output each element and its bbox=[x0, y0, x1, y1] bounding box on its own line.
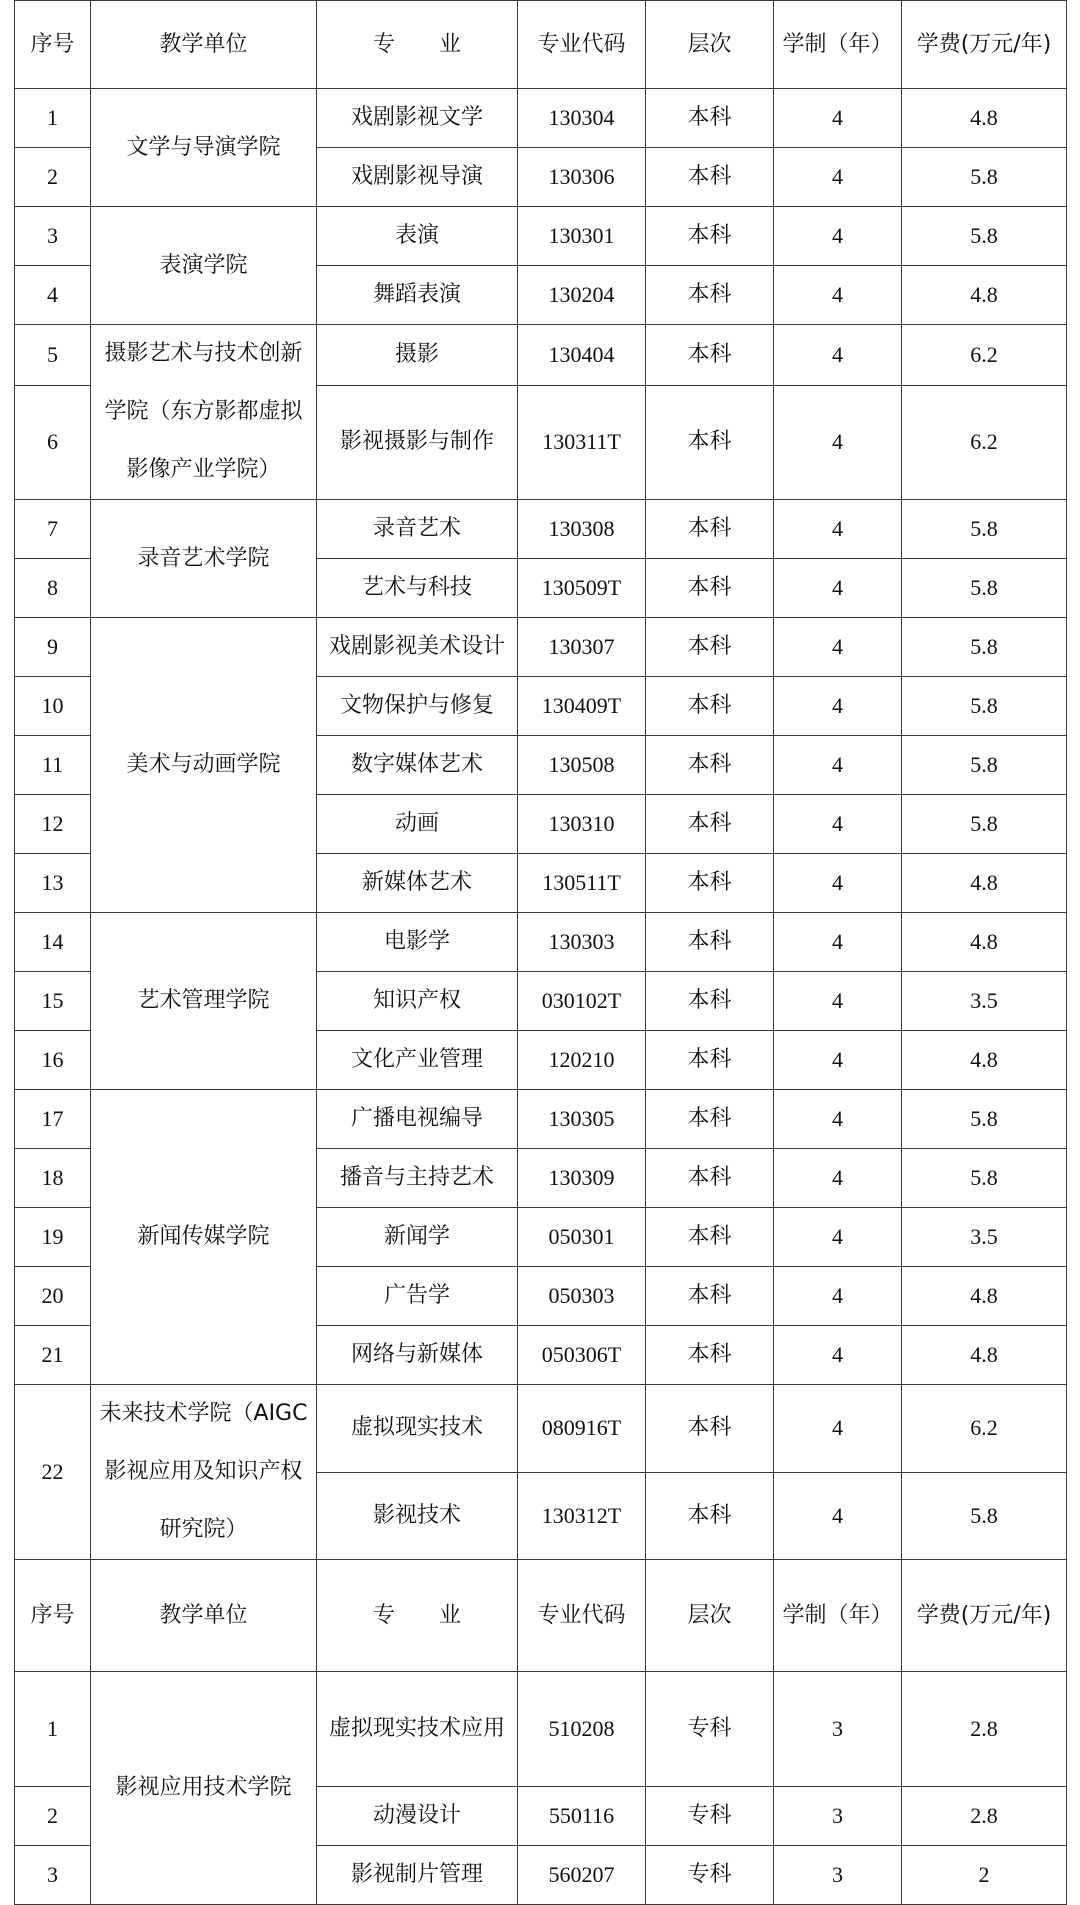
tuition-fee: 3.5 bbox=[902, 972, 1067, 1031]
col-header-unit: 教学单位 bbox=[91, 1, 317, 89]
row-number: 14 bbox=[15, 913, 91, 972]
major-code: 560207 bbox=[518, 1846, 646, 1905]
degree-level: 本科 bbox=[646, 677, 774, 736]
header-row bbox=[15, 1, 1067, 89]
study-years: 4 bbox=[774, 385, 902, 499]
row-number: 8 bbox=[15, 559, 91, 618]
study-years: 4 bbox=[774, 1149, 902, 1208]
major-name: 戏剧影视美术设计 bbox=[317, 618, 518, 677]
tuition-fee: 6.2 bbox=[902, 385, 1067, 499]
row-number: 4 bbox=[15, 266, 91, 325]
table-row bbox=[15, 325, 1067, 386]
major-code: 130308 bbox=[518, 500, 646, 559]
degree-level: 本科 bbox=[646, 89, 774, 148]
row-number: 3 bbox=[15, 1846, 91, 1905]
col-header-major: 专 业 bbox=[317, 1, 518, 89]
row-number: 1 bbox=[15, 1672, 91, 1787]
tuition-fee: 6.2 bbox=[902, 1385, 1067, 1473]
degree-level: 本科 bbox=[646, 854, 774, 913]
col-header-level: 层次 bbox=[646, 1, 774, 89]
table-row bbox=[15, 1090, 1067, 1149]
major-code: 130301 bbox=[518, 207, 646, 266]
row-number: 6 bbox=[15, 385, 91, 499]
major-code: 130305 bbox=[518, 1090, 646, 1149]
major-code: 030102T bbox=[518, 972, 646, 1031]
major-name: 录音艺术 bbox=[317, 500, 518, 559]
major-name: 影视制片管理 bbox=[317, 1846, 518, 1905]
major-code: 130312T bbox=[518, 1472, 646, 1560]
major-name: 播音与主持艺术 bbox=[317, 1149, 518, 1208]
tuition-fee: 5.8 bbox=[902, 677, 1067, 736]
major-code: 130304 bbox=[518, 89, 646, 148]
study-years: 4 bbox=[774, 795, 902, 854]
tuition-fee: 5.8 bbox=[902, 795, 1067, 854]
study-years: 4 bbox=[774, 1472, 902, 1560]
row-number: 10 bbox=[15, 677, 91, 736]
row-number: 7 bbox=[15, 500, 91, 559]
study-years: 4 bbox=[774, 148, 902, 207]
study-years: 4 bbox=[774, 1326, 902, 1385]
degree-level: 本科 bbox=[646, 618, 774, 677]
teaching-unit: 文学与导演学院 bbox=[91, 89, 317, 207]
major-name: 影视摄影与制作 bbox=[317, 385, 518, 499]
teaching-unit: 表演学院 bbox=[91, 207, 317, 325]
degree-level: 本科 bbox=[646, 148, 774, 207]
major-code: 050303 bbox=[518, 1267, 646, 1326]
major-name: 动画 bbox=[317, 795, 518, 854]
major-name: 新媒体艺术 bbox=[317, 854, 518, 913]
major-name: 文化产业管理 bbox=[317, 1031, 518, 1090]
tuition-fee: 5.8 bbox=[902, 500, 1067, 559]
degree-level: 本科 bbox=[646, 1267, 774, 1326]
tuition-fee: 5.8 bbox=[902, 207, 1067, 266]
study-years: 4 bbox=[774, 207, 902, 266]
degree-level: 专科 bbox=[646, 1672, 774, 1787]
row-number: 1 bbox=[15, 89, 91, 148]
tuition-fee: 5.8 bbox=[902, 1472, 1067, 1560]
major-name: 影视技术 bbox=[317, 1472, 518, 1560]
row-number: 17 bbox=[15, 1090, 91, 1149]
major-code: 050306T bbox=[518, 1326, 646, 1385]
degree-level: 本科 bbox=[646, 1090, 774, 1149]
table-row bbox=[15, 1672, 1067, 1787]
tuition-fee: 2.8 bbox=[902, 1787, 1067, 1846]
row-number: 12 bbox=[15, 795, 91, 854]
major-name: 电影学 bbox=[317, 913, 518, 972]
tuition-fee: 5.8 bbox=[902, 736, 1067, 795]
row-number: 5 bbox=[15, 325, 91, 386]
study-years: 4 bbox=[774, 89, 902, 148]
tuition-fee: 5.8 bbox=[902, 1090, 1067, 1149]
major-code: 130509T bbox=[518, 559, 646, 618]
major-name: 知识产权 bbox=[317, 972, 518, 1031]
major-code: 130309 bbox=[518, 1149, 646, 1208]
teaching-unit: 录音艺术学院 bbox=[91, 500, 317, 618]
col-header-major: 专 业 bbox=[317, 1560, 518, 1672]
table-row bbox=[15, 618, 1067, 677]
col-header-no: 序号 bbox=[15, 1, 91, 89]
tuition-fee: 4.8 bbox=[902, 1031, 1067, 1090]
degree-level: 专科 bbox=[646, 1787, 774, 1846]
degree-level: 本科 bbox=[646, 207, 774, 266]
table-row bbox=[15, 1385, 1067, 1473]
major-name: 广播电视编导 bbox=[317, 1090, 518, 1149]
degree-level: 本科 bbox=[646, 972, 774, 1031]
col-header-fee: 学费(万元/年) bbox=[902, 1, 1067, 89]
row-number: 11 bbox=[15, 736, 91, 795]
degree-level: 本科 bbox=[646, 559, 774, 618]
col-header-code: 专业代码 bbox=[518, 1560, 646, 1672]
tuition-fee: 5.8 bbox=[902, 148, 1067, 207]
major-code: 130306 bbox=[518, 148, 646, 207]
major-code: 130310 bbox=[518, 795, 646, 854]
study-years: 4 bbox=[774, 972, 902, 1031]
major-code: 130508 bbox=[518, 736, 646, 795]
teaching-unit: 摄影艺术与技术创新学院（东方影都虚拟影像产业学院） bbox=[91, 325, 317, 500]
degree-level: 本科 bbox=[646, 325, 774, 386]
row-number: 2 bbox=[15, 148, 91, 207]
col-header-years: 学制（年） bbox=[774, 1560, 902, 1672]
degree-level: 本科 bbox=[646, 1208, 774, 1267]
row-number: 20 bbox=[15, 1267, 91, 1326]
major-name: 摄影 bbox=[317, 325, 518, 386]
major-code: 130409T bbox=[518, 677, 646, 736]
tuition-fee: 2 bbox=[902, 1846, 1067, 1905]
major-code: 130311T bbox=[518, 385, 646, 499]
teaching-unit: 艺术管理学院 bbox=[91, 913, 317, 1090]
degree-level: 本科 bbox=[646, 266, 774, 325]
tuition-fee: 5.8 bbox=[902, 618, 1067, 677]
major-code: 550116 bbox=[518, 1787, 646, 1846]
teaching-unit: 未来技术学院（AIGC影视应用及知识产权研究院） bbox=[91, 1385, 317, 1560]
tuition-fee: 5.8 bbox=[902, 559, 1067, 618]
degree-level: 本科 bbox=[646, 913, 774, 972]
study-years: 4 bbox=[774, 1208, 902, 1267]
major-code: 050301 bbox=[518, 1208, 646, 1267]
teaching-unit: 新闻传媒学院 bbox=[91, 1090, 317, 1385]
study-years: 4 bbox=[774, 559, 902, 618]
table-row bbox=[15, 89, 1067, 148]
major-name: 表演 bbox=[317, 207, 518, 266]
table-row bbox=[15, 913, 1067, 972]
study-years: 4 bbox=[774, 1031, 902, 1090]
tuition-fee: 5.8 bbox=[902, 1149, 1067, 1208]
degree-level: 本科 bbox=[646, 385, 774, 499]
teaching-unit: 影视应用技术学院 bbox=[91, 1672, 317, 1905]
header-row bbox=[15, 1560, 1067, 1672]
teaching-unit: 美术与动画学院 bbox=[91, 618, 317, 913]
major-code: 130303 bbox=[518, 913, 646, 972]
tuition-fee: 4.8 bbox=[902, 266, 1067, 325]
degree-level: 本科 bbox=[646, 1149, 774, 1208]
major-code: 080916T bbox=[518, 1385, 646, 1473]
major-name: 新闻学 bbox=[317, 1208, 518, 1267]
tuition-fee: 4.8 bbox=[902, 1267, 1067, 1326]
row-number: 9 bbox=[15, 618, 91, 677]
study-years: 4 bbox=[774, 677, 902, 736]
study-years: 4 bbox=[774, 325, 902, 386]
row-number: 21 bbox=[15, 1326, 91, 1385]
degree-level: 本科 bbox=[646, 1031, 774, 1090]
row-number: 16 bbox=[15, 1031, 91, 1090]
study-years: 3 bbox=[774, 1672, 902, 1787]
major-code: 130404 bbox=[518, 325, 646, 386]
degree-level: 专科 bbox=[646, 1846, 774, 1905]
row-number: 18 bbox=[15, 1149, 91, 1208]
study-years: 4 bbox=[774, 1385, 902, 1473]
study-years: 4 bbox=[774, 1090, 902, 1149]
row-number: 3 bbox=[15, 207, 91, 266]
study-years: 4 bbox=[774, 854, 902, 913]
table-row bbox=[15, 500, 1067, 559]
row-number: 2 bbox=[15, 1787, 91, 1846]
major-name: 戏剧影视文学 bbox=[317, 89, 518, 148]
row-number: 15 bbox=[15, 972, 91, 1031]
study-years: 4 bbox=[774, 618, 902, 677]
row-number: 13 bbox=[15, 854, 91, 913]
study-years: 3 bbox=[774, 1787, 902, 1846]
row-number: 19 bbox=[15, 1208, 91, 1267]
degree-level: 本科 bbox=[646, 736, 774, 795]
degree-level: 本科 bbox=[646, 1385, 774, 1473]
tuition-fee: 4.8 bbox=[902, 913, 1067, 972]
col-header-years: 学制（年） bbox=[774, 1, 902, 89]
col-header-level: 层次 bbox=[646, 1560, 774, 1672]
major-name: 数字媒体艺术 bbox=[317, 736, 518, 795]
study-years: 3 bbox=[774, 1846, 902, 1905]
degree-level: 本科 bbox=[646, 500, 774, 559]
major-name: 艺术与科技 bbox=[317, 559, 518, 618]
tuition-fee: 4.8 bbox=[902, 89, 1067, 148]
major-name: 动漫设计 bbox=[317, 1787, 518, 1846]
study-years: 4 bbox=[774, 913, 902, 972]
major-code: 510208 bbox=[518, 1672, 646, 1787]
degree-level: 本科 bbox=[646, 795, 774, 854]
col-header-unit: 教学单位 bbox=[91, 1560, 317, 1672]
major-code: 120210 bbox=[518, 1031, 646, 1090]
study-years: 4 bbox=[774, 1267, 902, 1326]
degree-level: 本科 bbox=[646, 1472, 774, 1560]
tuition-fee: 2.8 bbox=[902, 1672, 1067, 1787]
major-code: 130511T bbox=[518, 854, 646, 913]
study-years: 4 bbox=[774, 266, 902, 325]
tuition-fee: 3.5 bbox=[902, 1208, 1067, 1267]
col-header-no: 序号 bbox=[15, 1560, 91, 1672]
major-name: 舞蹈表演 bbox=[317, 266, 518, 325]
major-name: 网络与新媒体 bbox=[317, 1326, 518, 1385]
tuition-fee: 4.8 bbox=[902, 1326, 1067, 1385]
degree-level: 本科 bbox=[646, 1326, 774, 1385]
tuition-fee: 4.8 bbox=[902, 854, 1067, 913]
tuition-table bbox=[14, 0, 1067, 1905]
major-code: 130204 bbox=[518, 266, 646, 325]
row-number: 22 bbox=[15, 1385, 91, 1560]
tuition-fee: 6.2 bbox=[902, 325, 1067, 386]
major-name: 文物保护与修复 bbox=[317, 677, 518, 736]
major-code: 130307 bbox=[518, 618, 646, 677]
table-row bbox=[15, 207, 1067, 266]
major-name: 戏剧影视导演 bbox=[317, 148, 518, 207]
study-years: 4 bbox=[774, 500, 902, 559]
major-name: 广告学 bbox=[317, 1267, 518, 1326]
study-years: 4 bbox=[774, 736, 902, 795]
major-name: 虚拟现实技术应用 bbox=[317, 1672, 518, 1787]
major-name: 虚拟现实技术 bbox=[317, 1385, 518, 1473]
col-header-fee: 学费(万元/年) bbox=[902, 1560, 1067, 1672]
col-header-code: 专业代码 bbox=[518, 1, 646, 89]
